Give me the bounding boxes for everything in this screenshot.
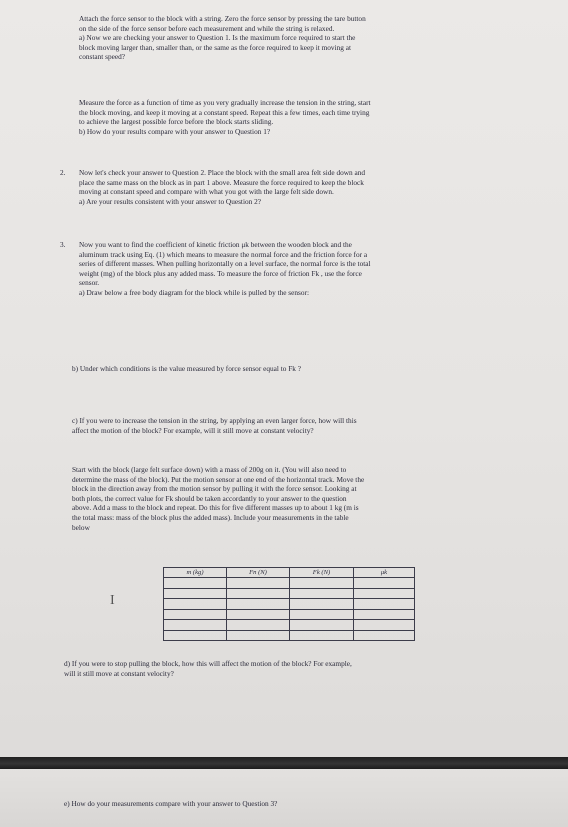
table-cell[interactable] — [227, 609, 290, 620]
q2-line: place the same mass on the block as in part 1 above. Measure the force required to keep the block — [79, 177, 364, 187]
column-header-friction-force: Fk (N) — [290, 568, 354, 578]
procedure-line: determine the mass of the block). Put the motion sensor at one end of the horizontal track. Move the — [72, 474, 365, 484]
intro-line: block moving larger than, smaller than, or the same as the force required to keep it moving at — [79, 42, 351, 52]
intro-line: constant speed? — [79, 52, 125, 62]
measure-line: the block moving, and keep it moving at a constant speed. Repeat this a few times, each time trying — [79, 107, 370, 117]
column-header-coefficient: μk — [354, 568, 415, 578]
column-header-normal-force: Fn (N) — [227, 568, 290, 578]
q3-line: series of different masses. When pulling horizontally on a level surface, the normal force is the total — [79, 259, 371, 269]
question-3e — [64, 799, 277, 809]
table-row — [164, 578, 415, 589]
measure-line: b) How do your results compare with your answer to Question 1? — [79, 126, 271, 136]
table-cell[interactable] — [354, 578, 415, 589]
q3d-line: will it still move at constant velocity? — [64, 668, 174, 678]
table-cell[interactable] — [290, 588, 354, 599]
procedure-line: the total mass: mass of the block plus the added mass). Include your measurements in the table — [72, 512, 349, 522]
table-row — [164, 609, 415, 620]
intro-line: a) Now we are checking your answer to Question 1. Is the maximum force required to start the — [79, 33, 356, 43]
question-3c — [72, 416, 357, 435]
procedure-paragraph — [72, 465, 364, 532]
table-cell[interactable] — [290, 630, 354, 641]
question-3b — [72, 364, 301, 374]
table-header-row — [164, 568, 415, 578]
table-cell[interactable] — [354, 620, 415, 631]
procedure-line: block in the direction away from the motion sensor by pulling it with the force sensor. Looking at — [72, 484, 357, 494]
table-cell[interactable] — [164, 578, 227, 589]
question-3-paragraph — [79, 240, 371, 298]
q3-line: sensor. — [79, 278, 100, 288]
procedure-line: above. Add a mass to the block and repeat. Do this for five different masses up to about 1 kg (m is — [72, 503, 359, 513]
table-cell[interactable] — [354, 609, 415, 620]
q3-line: aluminum track using Eq. (1) which means to measure the normal force and the friction force for a — [79, 249, 368, 259]
procedure-line: Start with the block (large felt surface down) with a mass of 200g on it. (You will also need to — [72, 465, 347, 474]
intro-paragraph — [79, 14, 366, 62]
table-cell[interactable] — [227, 578, 290, 589]
q3c-line: affect the motion of the block? For example, will it still move at constant velocity? — [72, 425, 314, 435]
q3c-line: c) If you were to increase the tension in the string, by applying an even larger force, how will this — [72, 416, 357, 425]
table-cell[interactable] — [227, 599, 290, 610]
procedure-line: both plots, the correct value for Fk should be taken accordantly to your answer to the question — [72, 493, 347, 503]
table-cell[interactable] — [227, 588, 290, 599]
table-cell[interactable] — [164, 630, 227, 641]
intro-line: on the side of the force sensor before each measurement and while the string is relaxed. — [79, 23, 335, 33]
table-cell[interactable] — [164, 588, 227, 599]
q3-line: weight (mg) of the block plus any added mass. To measure the force of friction Fk , use the force — [79, 268, 362, 278]
measure-line: Measure the force as a function of time as you very gradually increase the tension in the string, start — [79, 98, 371, 107]
q2-line: a) Are your results consistent with your answer to Question 2? — [79, 196, 261, 206]
page-divider-bar — [0, 757, 568, 769]
question-2-paragraph — [79, 168, 365, 206]
table-cell[interactable] — [227, 620, 290, 631]
question-2-number: 2. — [60, 168, 66, 177]
q2-line: moving at constant speed and compare with what you got with the large felt side down. — [79, 187, 334, 197]
next-page-strip — [0, 769, 568, 827]
column-header-mass: m (kg) — [164, 568, 227, 578]
table-cell[interactable] — [354, 630, 415, 641]
table-row — [164, 588, 415, 599]
table-cell[interactable] — [290, 609, 354, 620]
table-cell[interactable] — [164, 599, 227, 610]
table-cell[interactable] — [290, 599, 354, 610]
table-row — [164, 630, 415, 641]
intro-line: Attach the force sensor to the block with a string. Zero the force sensor by pressing the tare button — [79, 14, 366, 23]
text-cursor-icon: I — [110, 593, 115, 608]
q3d-line: d) If you were to stop pulling the block, how this will affect the motion of the block? For example, — [64, 659, 352, 668]
table-cell[interactable] — [164, 609, 227, 620]
measure-paragraph — [79, 98, 371, 136]
q3-line: a) Draw below a free body diagram for the block while is pulled by the sensor: — [79, 287, 309, 297]
table-cell[interactable] — [354, 588, 415, 599]
q3e-text: e) How do your measurements compare with your answer to Question 3? — [64, 799, 278, 808]
table-cell[interactable] — [227, 630, 290, 641]
table-row — [164, 620, 415, 631]
procedure-line: below — [72, 522, 90, 532]
table-row — [164, 599, 415, 610]
measure-line: to achieve the largest possible force before the block starts sliding. — [79, 117, 274, 127]
q3-line: Now you want to find the coefficient of kinetic friction μk between the wooden block and the — [79, 240, 352, 249]
table-cell[interactable] — [354, 599, 415, 610]
table-cell[interactable] — [290, 578, 354, 589]
q3b-text: b) Under which conditions is the value measured by force sensor equal to Fk ? — [72, 364, 301, 373]
question-3-number: 3. — [60, 240, 66, 249]
table-cell[interactable] — [290, 620, 354, 631]
measurements-table — [163, 567, 415, 641]
table-cell[interactable] — [164, 620, 227, 631]
q2-line: Now let's check your answer to Question 2. Place the block with the small area felt side down and — [79, 168, 366, 177]
question-3d — [64, 659, 352, 678]
